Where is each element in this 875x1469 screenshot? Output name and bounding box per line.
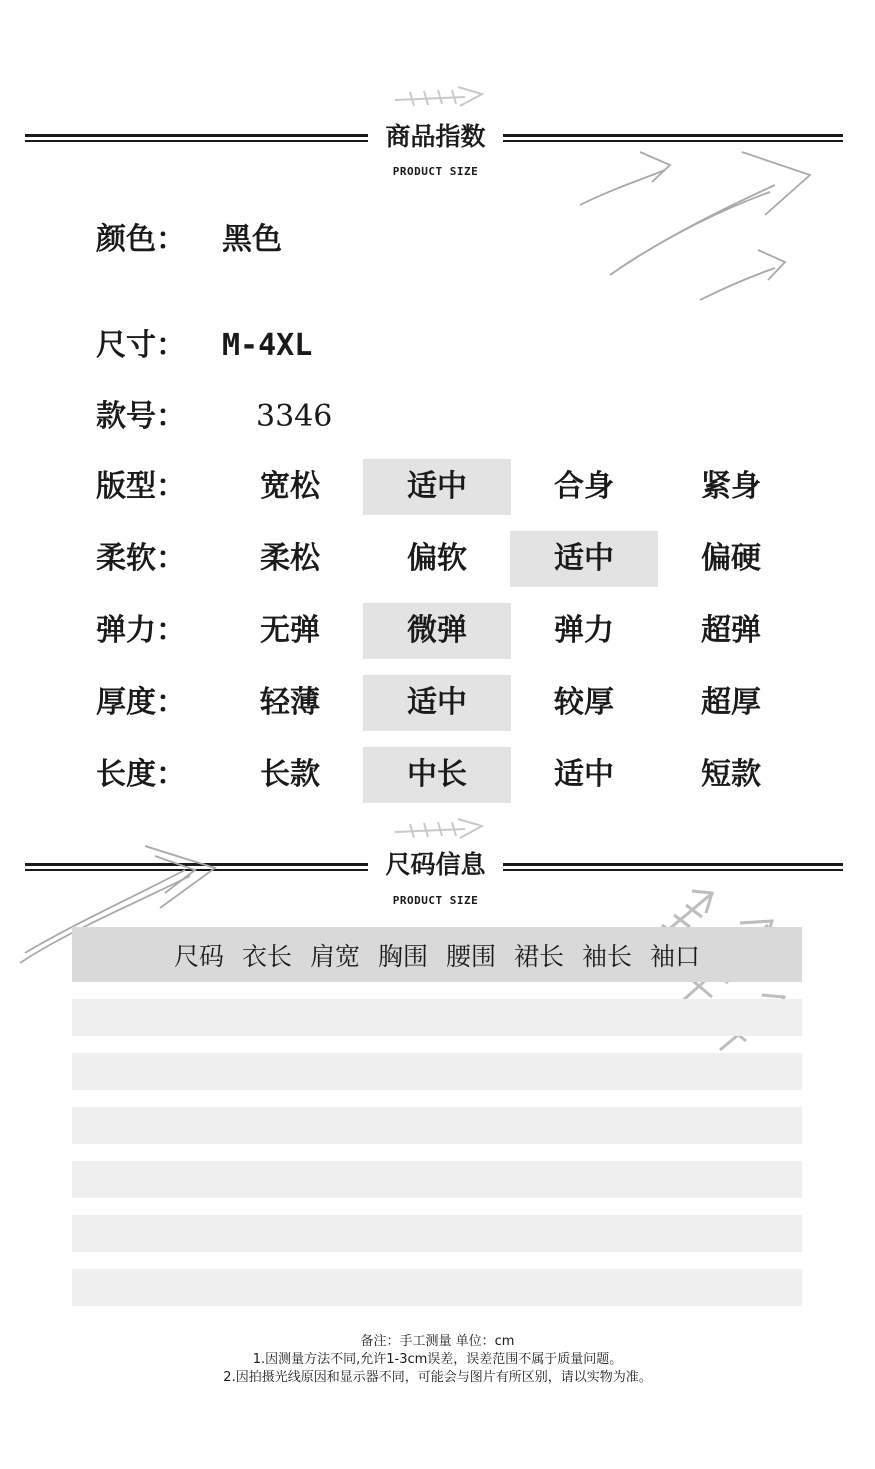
arrow-doodle-icon xyxy=(390,814,490,844)
table-row xyxy=(72,1215,802,1252)
header-rule-right xyxy=(503,863,843,871)
size-column-header: 裙长 xyxy=(514,941,565,971)
table-row xyxy=(72,1269,802,1306)
note-color-difference: 2.因拍摄光线原因和显示器不同，可能会与图片有所区别，请以实物为准。 xyxy=(223,1370,652,1385)
table-row xyxy=(72,1107,802,1144)
attribute-option: 弹力 xyxy=(554,613,614,648)
info-color-value: 黑色 xyxy=(222,222,282,257)
attribute-label: 柔软： xyxy=(96,541,186,576)
header-rule-left xyxy=(25,134,368,142)
info-color-label: 颜色： xyxy=(96,222,186,257)
size-column-header: 胸围 xyxy=(377,941,428,971)
attribute-row xyxy=(0,531,875,587)
attribute-label: 弹力： xyxy=(96,613,186,648)
table-row xyxy=(72,1161,802,1198)
attribute-option: 轻薄 xyxy=(260,685,320,720)
attribute-option: 超厚 xyxy=(701,685,761,720)
size-column-header: 衣长 xyxy=(241,941,292,971)
attribute-row xyxy=(0,603,875,659)
header-rule-right xyxy=(503,134,843,142)
size-column-header: 袖口 xyxy=(650,941,701,971)
attribute-option: 长款 xyxy=(260,757,320,792)
section-title: 尺码信息 xyxy=(385,850,486,879)
note-measurement-error: 1.因测量方法不同,允许1-3cm误差，误差范围不属于质量问题。 xyxy=(252,1352,623,1367)
attribute-option-selected: 中长 xyxy=(363,747,511,803)
header-rule-left xyxy=(25,863,368,871)
attribute-option-selected: 适中 xyxy=(363,459,511,515)
product-index-header xyxy=(0,118,875,178)
info-style-no-label: 款号： xyxy=(96,399,186,434)
attribute-option: 偏软 xyxy=(407,541,467,576)
arrow-doodle-icon xyxy=(390,82,490,112)
size-info-header xyxy=(0,846,875,906)
size-column-header: 肩宽 xyxy=(309,941,360,971)
attribute-option: 适中 xyxy=(554,757,614,792)
size-column-header: 尺码 xyxy=(173,941,224,971)
attribute-option-selected: 适中 xyxy=(510,531,658,587)
info-style-no-value: 3346 xyxy=(256,399,333,434)
section-subtitle: PRODUCT SIZE xyxy=(392,165,479,178)
attribute-option: 无弹 xyxy=(260,613,320,648)
attribute-option: 超弹 xyxy=(701,613,761,648)
attribute-option: 短款 xyxy=(701,757,761,792)
note-unit: 备注：手工测量 单位：cm xyxy=(360,1334,515,1349)
attribute-option-selected: 微弹 xyxy=(363,603,511,659)
size-column-header: 腰围 xyxy=(446,941,497,971)
section-subtitle: PRODUCT SIZE xyxy=(392,894,479,907)
attribute-option: 紧身 xyxy=(701,469,761,504)
attribute-row xyxy=(0,747,875,803)
attribute-option: 宽松 xyxy=(260,469,320,504)
attribute-option: 合身 xyxy=(554,469,614,504)
size-column-header: 袖长 xyxy=(582,941,633,971)
table-row xyxy=(72,999,802,1036)
attribute-option: 柔松 xyxy=(260,541,320,576)
attribute-label: 厚度： xyxy=(96,685,186,720)
attribute-label: 版型： xyxy=(96,469,186,504)
attribute-option-selected: 适中 xyxy=(363,675,511,731)
info-size-label: 尺寸： xyxy=(96,328,186,363)
attribute-label: 长度： xyxy=(96,757,186,792)
attribute-option: 偏硬 xyxy=(701,541,761,576)
table-row xyxy=(72,1053,802,1090)
attribute-row xyxy=(0,675,875,731)
size-table-header xyxy=(72,927,802,982)
attribute-option: 较厚 xyxy=(554,685,614,720)
section-title: 商品指数 xyxy=(385,122,486,151)
attribute-row xyxy=(0,459,875,515)
info-size-value: M-4XL xyxy=(222,328,313,363)
